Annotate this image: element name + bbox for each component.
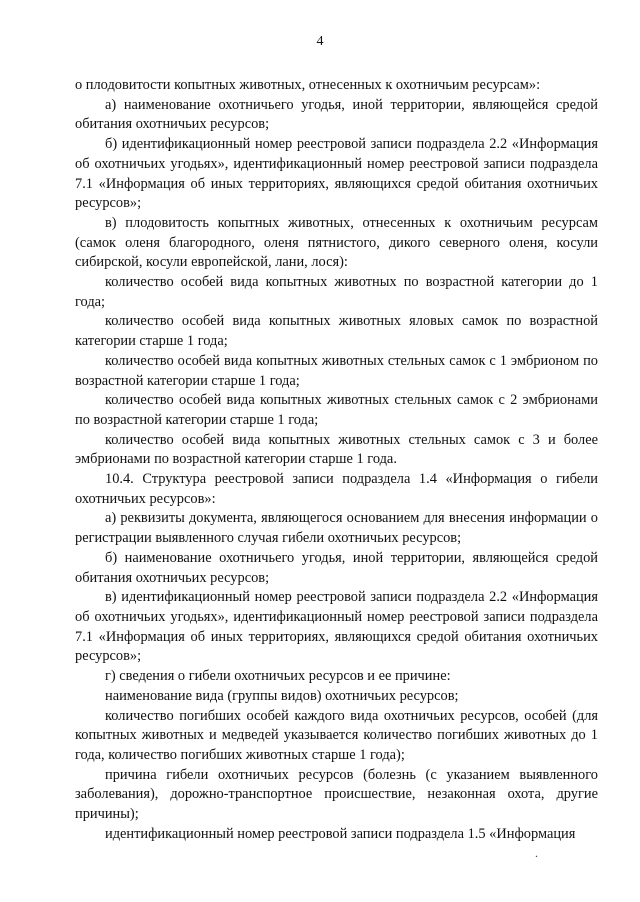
paragraph-item-v: в) плодовитость копытных животных, отнесенных к охотничьим ресурсам (самок оленя благородного, оленя пятнистого, дикого северного оленя, косули сибирской, косули европейской, лани, лося): <box>75 214 598 271</box>
document-body <box>75 76 598 844</box>
paragraph-count-1-embryo: количество особей вида копытных животных стельных самок с 1 эмбрионом по возрастной категории старше 1 года; <box>75 352 598 389</box>
paragraph-item-a: а) наименование охотничьего угодья, иной территории, являющейся средой обитания охотничьих ресурсов; <box>75 96 598 133</box>
page-number: 4 <box>316 34 324 49</box>
paragraph-item-b: б) идентификационный номер реестровой записи подраздела 2.2 «Информация об охотничьих угодьях», идентификационный номер реестровой записи подраздела 7.1 «Информация об иных территориях, являющихся средой обитания охотничьих ресурсов»; <box>75 136 598 212</box>
scan-mark: . <box>535 846 538 860</box>
paragraph-count-2-embryos: количество особей вида копытных животных стельных самок с 2 эмбрионами по возрастной категории старше 1 года; <box>75 392 598 428</box>
paragraph-count-under-1: количество особей вида копытных животных по возрастной категории до 1 года; <box>75 274 598 310</box>
paragraph-death-cause: причина гибели охотничьих ресурсов (болезнь (с указанием выявленного заболевания), дорожно-транспортное происшествие, незаконная охота, другие причины); <box>75 766 598 823</box>
paragraph-10-4-g: г) сведения о гибели охотничьих ресурсов и ее причине: <box>105 668 451 685</box>
paragraph-dead-count: количество погибших особей каждого вида охотничьих ресурсов, особей (для копытных животных и медведей указывается количество погибших животных до 1 года, количество погибших животных старше 1 года); <box>75 707 598 763</box>
paragraph-10-4-v: в) идентификационный номер реестровой записи подраздела 2.2 «Информация об охотничьих угодьях», идентификационный номер реестровой записи подраздела 7.1 «Информация об иных территориях, являющихся средой обитания охотничьих ресурсов»; <box>75 589 598 665</box>
paragraph-10-4-b: б) наименование охотничьего угодья, иной территории, являющейся средой обитания охотничьих ресурсов; <box>75 549 598 586</box>
paragraph-id-number: идентификационный номер реестровой записи подраздела 1.5 «Информация <box>105 825 576 842</box>
paragraph-count-3-embryos: количество особей вида копытных животных стельных самок с 3 и более эмбрионами по возрастной категории старше 1 года. <box>75 431 598 468</box>
paragraph-10-4-a: а) реквизиты документа, являющегося основанием для внесения информации о регистрации выявленного случая гибели охотничьих ресурсов; <box>75 510 598 547</box>
paragraph-count-barren: количество особей вида копытных животных яловых самок по возрастной категории старше 1 года; <box>75 313 598 350</box>
paragraph-section-10-4: 10.4. Структура реестровой записи подраздела 1.4 «Информация о гибели охотничьих ресурсов»: <box>75 471 598 507</box>
paragraph-intro: о плодовитости копытных животных, отнесенных к охотничьим ресурсам»: <box>75 77 541 93</box>
paragraph-species-name: наименование вида (группы видов) охотничьих ресурсов; <box>105 687 459 704</box>
